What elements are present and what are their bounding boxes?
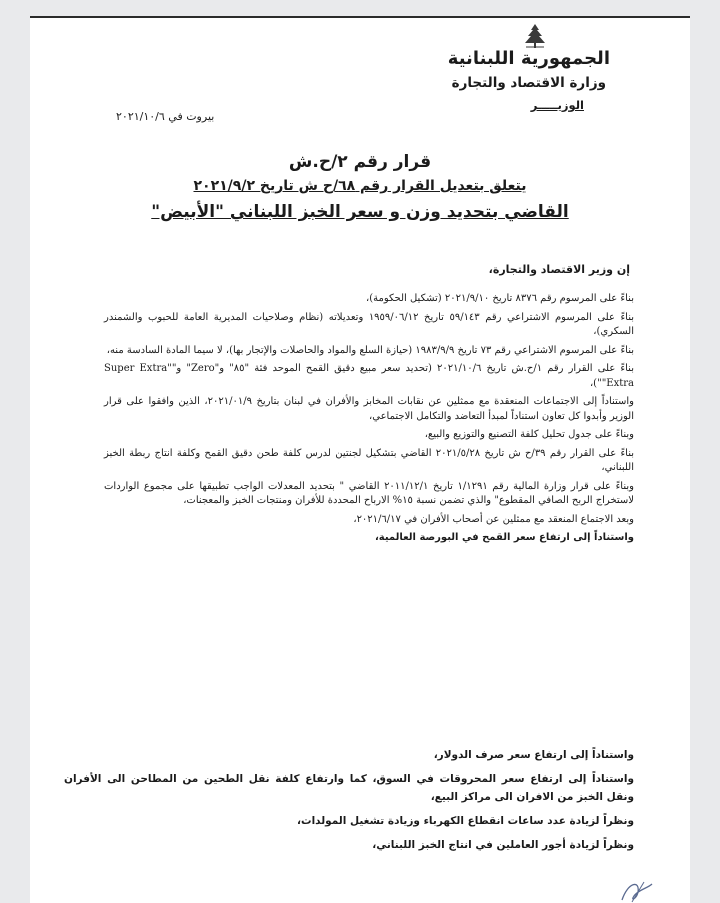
greeting: إن وزير الاقتصاد والتجارة، — [488, 263, 630, 276]
paragraph: واستناداً إلى الاجتماعات المنعقدة مع ممثلين عن نقابات المخابز والأفران في لبنان بتاريخ ٢٠٢١/٠١/٩، الذين وافقوا على قرار الوزير وأبدوا كل تعاون استناداً لمبدأ التعاضد والتكامل الاجتماعي، — [104, 396, 635, 422]
consideration-item: واستناداً إلى ارتفاع سعر المحروقات في السوق، كما وارتفاع كلفة نقل الطحين من المطاحن الى الأفران ونقل الخبز من الافران الى مراكز البيع، — [64, 773, 634, 803]
republic-title: الجمهورية اللبنانية — [447, 48, 610, 69]
minister-label: الوزيـــــر — [530, 98, 584, 112]
signature-icon — [618, 878, 658, 903]
decision-subject-line2: القاضي بتحديد وزن و سعر الخبز اللبناني "الأبيض" — [151, 202, 569, 222]
cedar-emblem-icon — [520, 22, 550, 50]
paragraph: وبناءً على قرار وزارة المالية رقم ١/١٢٩١ تاريخ ٢٠١١/١٢/١ القاضي " بتحديد المعدلات الواجب تطبيقها على مجموع الواردات لاستخراج الربح الصافي المقطوع" والذي تضمن نسبة ١٥% الارباح المحددة للأفران ومنتجات الخبز والمعجنات، — [104, 480, 634, 506]
consideration-item: ونظراً لزيادة عدد ساعات انقطاع الكهرباء وزيادة تشغيل المولدات، — [297, 815, 634, 827]
document-date: بيروت في ٢٠٢١/١٠/٦ — [116, 110, 215, 123]
consideration-item: ونظراً لزيادة أجور العاملين في انتاج الخبز اللبناني، — [372, 839, 634, 851]
decision-number: قرار رقم ٢/ح.ش — [288, 152, 432, 172]
paragraph: وبناءً على جدول تحليل كلفة التصنيع والتوزيع والبيع، — [424, 429, 634, 440]
paragraph: بناءً على المرسوم الاشتراعي رقم ٥٩/١٤٣ تاريخ ١٩٥٩/٠٦/١٢ وتعديلاته (نظام وصلاحيات المديرية العامة للحبوب والشمندر السكري)، — [104, 311, 635, 337]
paragraph: وبعد الاجتماع المنعقد مع ممثلين عن أصحاب الأفران في ٢٠٢١/٦/١٧، — [353, 513, 634, 525]
preamble-block — [104, 292, 634, 550]
paragraph: بناءً على المرسوم رقم ٨٣٧٦ تاريخ ٢٠٢١/٩/١٠ (تشكيل الحكومة)، — [365, 293, 634, 304]
ministry-name: وزارة الاقتصاد والتجارة — [451, 75, 606, 91]
paragraph: بناءً على القرار رقم ٣٩/ح ش تاريخ ٢٠٢١/٥/٢٨ القاضي بتشكيل لجنتين لدرس كلفة طحن دقيق القمح وكلفة انتاج ربطة الخبز اللبناني، — [104, 447, 635, 473]
considerations-block — [64, 746, 634, 860]
decision-subject-line1: يتعلق بتعديل القرار رقم ٦٨/ح ش تاريخ ٢٠٢١/٩/٢ — [193, 178, 527, 194]
consideration-item: واستناداً إلى ارتفاع سعر صرف الدولار، — [433, 749, 634, 761]
paragraph: بناءً على المرسوم الاشتراعي رقم ٧٣ تاريخ ١٩٨٣/٩/٩ (حيازة السلع والمواد والحاصلات والإتجار بها)، لا سيما المادة السادسة منه، — [106, 344, 634, 356]
paragraph: بناءً على القرار رقم ١/ح.ش تاريخ ٢٠٢١/١٠/٦ (تحديد سعر مبيع دقيق القمح الموحد فئة "٨٥" و"Zero" و"Super Extra" "Extra")، — [104, 363, 634, 389]
bold-paragraph: واستناداً إلى ارتفاع سعر القمح في البورصة العالمية، — [374, 532, 634, 543]
document-page — [30, 16, 690, 903]
